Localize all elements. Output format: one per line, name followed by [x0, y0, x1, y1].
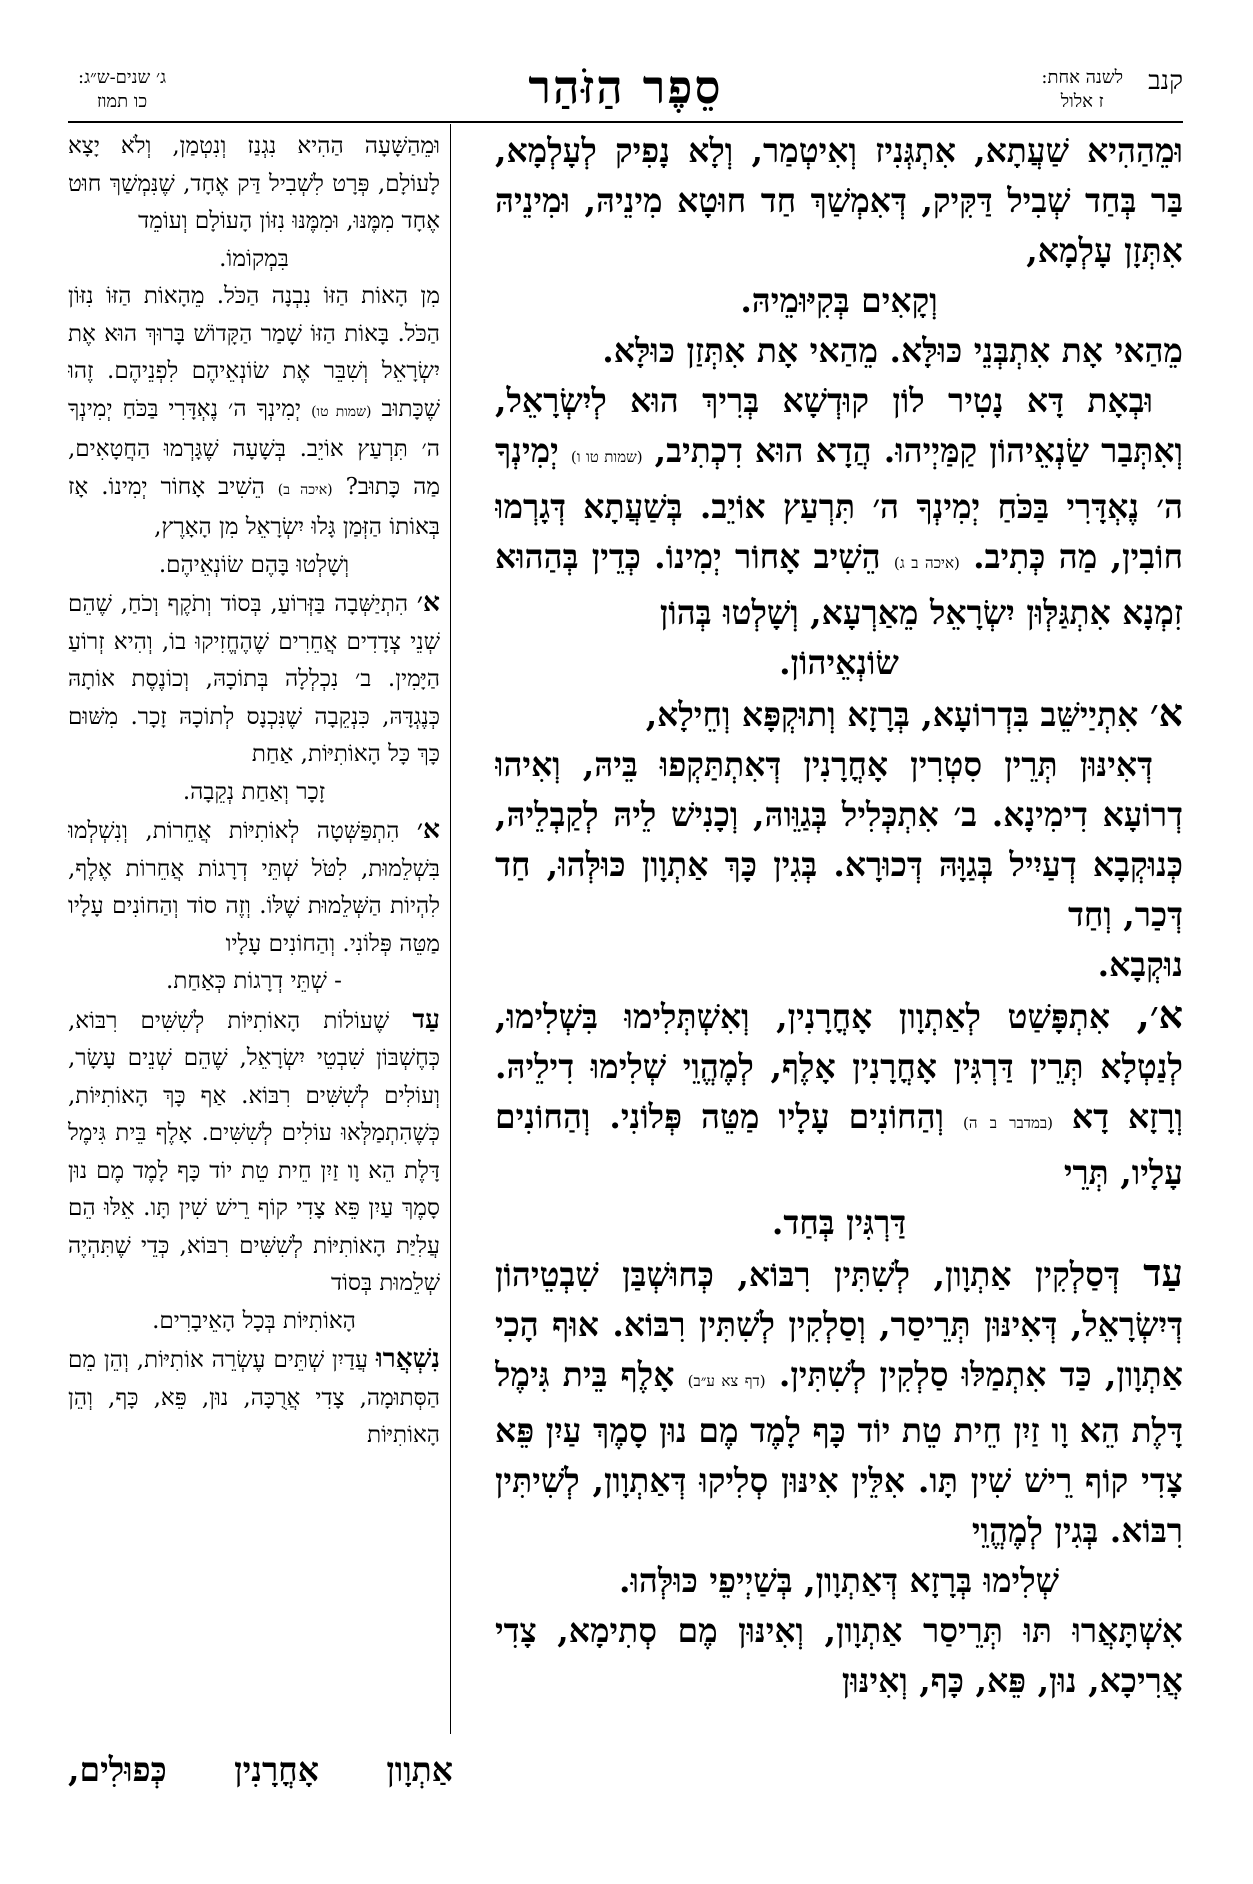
side-paragraph-3-end: זָכָר וְאַחַת נְקֵבָה.	[182, 778, 326, 805]
main-paragraph-6	[495, 1248, 1183, 1556]
main-paragraph-6-end: שְׁלִימוּ בְּרָזָא דְּאַתְוָון, בְּשַׁיְיפֵי כּוּלְּהוּ.	[619, 1561, 1059, 1600]
folio-number: קנב	[1148, 66, 1183, 96]
main-paragraph-7: אִשְׁתָּאֲרוּ תּוּ תְּרֵיסַר אַתְוָון, וְאִינּוּן מֶם סְתִימָא, צָדִי אֲרִיכָא, נוּן, פֵּא, כָּף, וְאִינּוּן	[495, 1611, 1183, 1700]
main-paragraph-1	[495, 126, 1183, 276]
source-reference: (במדבר ב ה)	[962, 1114, 1053, 1132]
header-rule	[68, 121, 1183, 123]
schedule-one-year-date: ז אלול	[1060, 91, 1104, 112]
main-text: הֵשִׁיב אָחוֹר יְמִינוֹ. כְּדֵין בְּהַהוּא זִמְנָא אִתְגַּלְּוּן יִשְׂרָאֵל מֵאַרְעָא, וְשָׁלְטוּ בְּהוֹן	[495, 537, 1183, 632]
main-paragraph-5-end: דַּרְגִּין בְּחַד.	[771, 1203, 907, 1242]
paragraph-lead-word: עַד	[1143, 1250, 1183, 1295]
main-paragraph-1-end: וְקָאִים בְּקִיּוּמֵיהּ.	[740, 281, 938, 320]
schedule-three-year	[78, 66, 166, 114]
main-text: וּבְאָת דָּא נָטִיר לוֹן קוּדְשָׁא בְּרִיךְ הוּא לְיִשְׂרָאֵל, וְאִתְּבַר שַׂנְאֵיהוֹן קַמַּיְיהוּ. הֲדָא הוּא דִכְתִיב,	[495, 381, 1183, 470]
main-text: וּמֵהַהִיא שַׁעֲתָא, אִתְגְּנִיז וְאִיטְמַר, וְלָא נָפִיק לְעָלְמָא, בַּר בְּחַד שְׁבִיל דַּקִּיק, דְּאִמְשַׁךְ חַד חוּטָא מִינֵיהּ, וּמִינֵיהּ אִתְּזָן עָלְמָא,	[495, 131, 1183, 270]
side-paragraph-6	[68, 1340, 440, 1455]
main-paragraph-4	[495, 688, 1183, 740]
main-text: דְּסַלְקִין אַתְוָון, לְשִׁתִּין רִבּוֹא, כְּחוּשְׁבַּן שִׁבְטֵיהוֹן דְּיִשְׂרָאֵל, דְּאִינּוּן תְּרֵיסַר, וְסַלְקִין לְשִׁתִּין רִבּוֹא. אוּף הָכִי אַתְוָון, כַּד אִתְמַלּוּ סַלְקִין לְשִׁתִּין.	[495, 1255, 1183, 1394]
side-text: שֶׁעוֹלוֹת הָאוֹתִיּוֹת לְשִׁשִּׁים רִבּוֹא, כְּחֶשְׁבּוֹן שִׁבְטֵי יִשְׂרָאֵל, שֶׁהֵם שְׁנֵים עָשָׂר, וְעוֹלִים לְשִׁשִּׁים רִבּוֹא. אַף כָּךְ הָאוֹתִיּוֹת, כְּשֶׁהִתְמַלְּאוּ עוֹלִים לְשִׁשִּׁים. אָלֶף בֵּית גִּימֶל דָּלֶת הֵא וָו זַיִן חֵית טֵת יוֹד כָּף לָמֶד מֶם נוּן סָמֶךְ עַיִן פֵּא צָדִי קוֹף רֵישׁ שִׁין תָּו. אֵלּוּ הֵם עֲלִיַּת הָאוֹתִיּוֹת לְשִׁשִּׁים רִבּוֹא, כְּדֵי שֶׁתִּהְיֶה שְׁלֵמוּת בְּסוֹד	[68, 1007, 440, 1296]
source-reference: (איכה ב)	[277, 481, 333, 498]
side-paragraph-1-end: בִּמְקוֹמוֹ.	[219, 245, 289, 272]
main-text: אִתְיַישֵּׁב בִּדְרוֹעָא, בְּרָזָא וְתוּקְפָּא וְחֵילָא,	[645, 695, 1139, 734]
source-reference: (איכה ב ג)	[893, 554, 960, 572]
schedule-three-year-date: כו תמוז	[96, 91, 148, 112]
side-text: מִן הָאוֹת הַזּוֹ נִבְנָה הַכֹּל. מֵהָאוֹת הַזּוֹ נִזּוֹן הַכֹּל. בָּאוֹת הַזּוֹ שָׁמַר הַקָּדוֹשׁ בָּרוּךְ הוּא אֶת יִשְׂרָאֵל וְשִׁבֵּר אֶת שׂוֹנְאֵיהֶם לִפְנֵיהֶם. זֶהוּ שֶׁכָּתוּב	[68, 283, 440, 422]
main-paragraph-3	[495, 376, 1183, 638]
source-reference: (שמות טו)	[311, 403, 372, 420]
main-paragraph-4b: דְּאִינּוּן תְּרֵין סִטְרִין אָחֳרָנִין דְּאִתְתַּקְפוּ בֵּיהּ, וְאִיהוּ דְרוֹעָא דִימִינָא. ב׳ אִתְכְּלִיל בְּגַוֵּוהּ, וְכָנִישׁ לֵיהּ לְקַבְלֵיהּ, כְּנוּקְבָא דְעַיִיל בְּגַוָּהּ דְּכוּרָא. בְּגִין כָּךְ אַתְוָון כּוּלְּהוּ, חַד דְּכַר, וְחַד	[495, 745, 1183, 934]
aramaic-column	[495, 126, 1183, 1826]
paragraph-lead-word: נִשְׁאֲרוּ	[375, 1343, 440, 1374]
source-reference: (דף צא ע״ב)	[687, 1372, 766, 1390]
paragraph-lead-letter: א׳	[416, 814, 440, 845]
paragraph-lead-word: עַד	[412, 1003, 440, 1035]
main-paragraph-4-end: נוּקְבָא.	[1097, 945, 1183, 984]
source-reference: (שמות טו ו)	[570, 448, 643, 466]
main-text: יְמִינְךָ ה׳ נֶאְדָּרִי בַּכֹּחַ יְמִינְךָ ה׳ תִּרְעַץ אוֹיֵב. בְּשַׁעֲתָא דְּגָרְמוּ חוֹבִין, מַה כְּתִיב.	[495, 431, 1183, 576]
main-text: אִתְפָּשַׁט לְאַתְוָון אָחֳרָנִין, וְאִשְׁתְּלִימוּ בִּשְׁלִימוּ, לְנַטְלָא תְּרֵין דַּרְגִּין אָחֳרָנִין אָלֶף, לְמֶהֱוֵי שְׁלִימוּ דִילֵיהּ. וְרָזָא דָא	[495, 997, 1183, 1136]
side-paragraph-1: וּמֵהַשָּׁעָה הַהִיא נִגְנַז וְנִטְמַן, וְלֹא יָצָא לָעוֹלָם, פְּרָט לִשְׁבִיל דַּק אֶחָד, שֶׁנִּמְשַׁךְ חוּט אֶחָד מִמֶּנּוּ, וּמִמֶּנּוּ נִזּוֹן הָעוֹלָם וְעוֹמֵד	[68, 133, 440, 234]
paragraph-lead-letter: א׳	[1149, 690, 1183, 735]
main-text: וְהַחוֹנִים עָלָיו מַטֵּה פְּלוֹנִי. וְהַחוֹנִים עָלָיו, תְּרֵי	[495, 1097, 1183, 1192]
side-text: הִתְיַשְּׁבָה בַּזְּרוֹעַ, בְּסוֹד וְתֹקֶף וְכֹחַ, שֶׁהֵם שְׁנֵי צְדָדִים אֲחֵרִים שֶׁהֶחֱזִיקוּ בוֹ, וְהִיא זְרוֹעַ הַיָּמִין. ב׳ נִכְלְלָה בְּתוֹכָהּ, וְכוֹנֶסֶת אוֹתָהּ כְּנֶגְדָּהּ, כִּנְקֵבָה שֶׁנִּכְנָס לְתוֹכָהּ זָכָר. מִשּׁוּם כָּךְ כָּל הָאוֹתִיּוֹת, אַחַת	[68, 591, 440, 767]
paragraph-lead-letter: א׳,	[1136, 992, 1183, 1037]
side-paragraph-3	[68, 584, 440, 774]
schedule-three-year-label: ג׳ שנים-ש״ג:	[78, 67, 167, 88]
side-paragraph-2	[68, 278, 440, 547]
side-text: יְמִינְךָ ה׳ נֶאְדָּרִי בַּכֹּחַ יְמִינְךָ ה׳ תִּרְעַץ אוֹיֵב. בְּשָׁעָה שֶׁגָּרְמוּ הַחֲטָאִים, מַה כָּתוּב?	[68, 395, 440, 500]
column-divider	[450, 124, 451, 1734]
side-paragraph-5-end: הָאוֹתִיּוֹת בְּכָל הָאֵיבָרִים.	[152, 1307, 356, 1334]
side-paragraph-5	[68, 1001, 440, 1303]
hebrew-translation-column	[68, 128, 440, 1738]
page-header	[68, 60, 1183, 120]
main-paragraph-3-end: שׂוֹנְאֵיהוֹן.	[779, 643, 899, 682]
main-text-continuation: אַתְוָון אָחֳרָנִין כְּפוּלִים,	[68, 1750, 453, 1789]
paragraph-lead-letter: א׳	[416, 587, 440, 618]
main-text: אָלֶף בֵּית גִּימֶל דָּלֶת הֵא וָו זַיִן חֵית טֵת יוֹד כָּף לָמֶד מֶם נוּן סָמֶךְ עַיִן פֵּא צָדִי קוֹף רֵישׁ שִׁין תָּו. אִלֵּין אִינּוּן סְלִיקוּ דְּאַתְוָון, לְשִׁיתִּין רִבּוֹא. בְּגִין לְמֶהֱוֵי	[495, 1355, 1183, 1550]
book-title: סֵפֶר הַזֹּהַר	[528, 60, 723, 114]
side-text: הִתְפַּשְּׁטָה לְאוֹתִיּוֹת אֲחֵרוֹת, וְנִשְׁלְמוּ בִּשְׁלֵמוּת, לִטֹּל שְׁתֵּי דְרָגוֹת אֲחֵרוֹת אֶלֶף, לִהְיוֹת הַשְּׁלֵמוּת שֶׁלּוֹ. וְזֶה סוֹד וְהַחוֹנִים עָלָיו מַטֵּה פְּלוֹנִי. וְהַחוֹנִים עָלָיו	[68, 818, 440, 957]
side-text: הֵשִׁיב אָחוֹר יְמִינוֹ. אָז בְּאוֹתוֹ הַזְּמַן גָּלוּ יִשְׂרָאֵל מִן הָאָרֶץ,	[68, 473, 440, 540]
side-text: עֲדַיִן שְׁתֵּים עֶשְׂרֵה אוֹתִיּוֹת, וְהֵן מֵם הַסְּתוּמָה, צָדִי אֲרֻכָּה, נוּן, פֵּא, כָּף, וְהֵן הָאוֹתִיּוֹת	[68, 1347, 440, 1448]
main-paragraph-5	[495, 990, 1183, 1198]
side-paragraph-4-end: - שְׁתֵּי דְרָגוֹת כְּאַחַת.	[166, 968, 342, 994]
schedule-one-year-label: לשנה אחת:	[1041, 67, 1123, 88]
side-paragraph-2-end: וְשָׁלְטוּ בָּהֶם שׂוֹנְאֵיהֶם.	[158, 551, 350, 578]
main-paragraph-2: מֵהַאי אָת אִתְבְּנֵי כּוּלָּא. מֵהַאי אָת אִתְּזַן כּוּלָּא.	[602, 331, 1183, 370]
side-paragraph-4	[68, 811, 440, 963]
